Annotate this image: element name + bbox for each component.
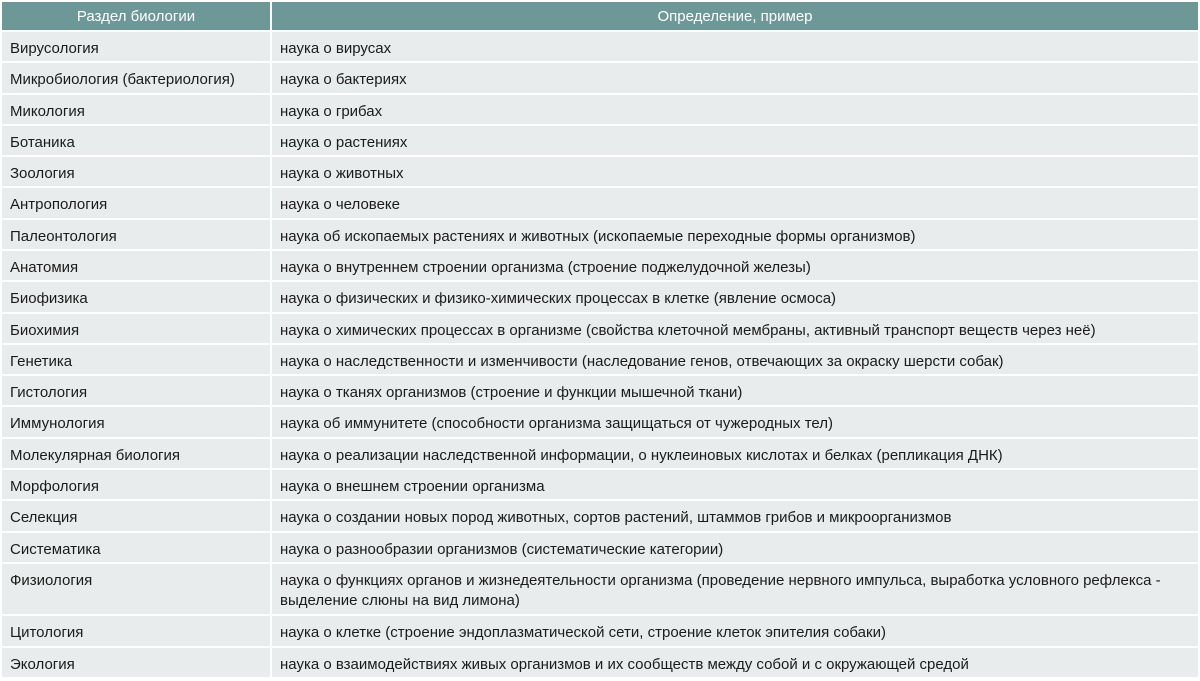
section-cell: Экология xyxy=(2,647,271,678)
definition-cell: наука о создании новых пород животных, сортов растений, штаммов грибов и микроорганизмов xyxy=(271,500,1198,531)
definition-cell: наука о животных xyxy=(271,156,1198,187)
definition-cell: наука о реализации наследственной информации, о нуклеиновых кислотах и белках (репликация ДНК) xyxy=(271,438,1198,469)
section-cell: Палеонтология xyxy=(2,219,271,250)
section-cell: Иммунология xyxy=(2,406,271,437)
section-cell: Систематика xyxy=(2,532,271,563)
table-row xyxy=(2,31,1198,62)
table-row xyxy=(2,615,1198,646)
definition-cell: наука о человеке xyxy=(271,187,1198,218)
table-row xyxy=(2,500,1198,531)
section-cell: Биофизика xyxy=(2,281,271,312)
definition-cell: наука о вирусах xyxy=(271,31,1198,62)
table-row xyxy=(2,219,1198,250)
section-cell: Микробиология (бактериология) xyxy=(2,62,271,93)
table-row xyxy=(2,94,1198,125)
section-cell: Зоология xyxy=(2,156,271,187)
definition-cell: наука о функциях органов и жизнедеятельности организма (проведение нервного импульса, выработка условного рефлекса - выделение слюны на вид лимона) xyxy=(271,563,1198,615)
definition-cell: наука о внешнем строении организма xyxy=(271,469,1198,500)
section-cell: Физиология xyxy=(2,563,271,615)
definition-cell: наука о взаимодействиях живых организмов и их сообществ между собой и с окружающей средой xyxy=(271,647,1198,678)
table-header-row xyxy=(2,2,1198,31)
section-cell: Селекция xyxy=(2,500,271,531)
section-cell: Вирусология xyxy=(2,31,271,62)
definition-cell: наука о внутреннем строении организма (строение поджелудочной железы) xyxy=(271,250,1198,281)
table-row xyxy=(2,469,1198,500)
header-definition: Определение, пример xyxy=(271,2,1198,31)
section-cell: Гистология xyxy=(2,375,271,406)
section-cell: Ботаника xyxy=(2,125,271,156)
table-row xyxy=(2,250,1198,281)
definition-cell: наука о химических процессах в организме (свойства клеточной мембраны, активный транспорт веществ через неё) xyxy=(271,313,1198,344)
table-row xyxy=(2,125,1198,156)
definition-cell: наука о грибах xyxy=(271,94,1198,125)
table-row xyxy=(2,156,1198,187)
header-section: Раздел биологии xyxy=(2,2,271,31)
section-cell: Биохимия xyxy=(2,313,271,344)
definition-cell: наука об иммунитете (способности организма защищаться от чужеродных тел) xyxy=(271,406,1198,437)
section-cell: Антропология xyxy=(2,187,271,218)
section-cell: Цитология xyxy=(2,615,271,646)
table-row xyxy=(2,281,1198,312)
table-row xyxy=(2,187,1198,218)
section-cell: Микология xyxy=(2,94,271,125)
table-row xyxy=(2,647,1198,678)
table-row xyxy=(2,375,1198,406)
biology-sections-table xyxy=(2,2,1198,679)
table-row xyxy=(2,563,1198,615)
definition-cell: наука о разнообразии организмов (систематические категории) xyxy=(271,532,1198,563)
table-row xyxy=(2,344,1198,375)
definition-cell: наука об ископаемых растениях и животных (ископаемые переходные формы организмов) xyxy=(271,219,1198,250)
section-cell: Анатомия xyxy=(2,250,271,281)
section-cell: Морфология xyxy=(2,469,271,500)
definition-cell: наука о клетке (строение эндоплазматической сети, строение клеток эпителия собаки) xyxy=(271,615,1198,646)
table-row xyxy=(2,438,1198,469)
definition-cell: наука о наследственности и изменчивости (наследование генов, отвечающих за окраску шерсти собак) xyxy=(271,344,1198,375)
definition-cell: наука о тканях организмов (строение и функции мышечной ткани) xyxy=(271,375,1198,406)
table-row xyxy=(2,406,1198,437)
table-row xyxy=(2,62,1198,93)
definition-cell: наука о физических и физико-химических процессах в клетке (явление осмоса) xyxy=(271,281,1198,312)
table-row xyxy=(2,532,1198,563)
section-cell: Генетика xyxy=(2,344,271,375)
section-cell: Молекулярная биология xyxy=(2,438,271,469)
definition-cell: наука о бактериях xyxy=(271,62,1198,93)
definition-cell: наука о растениях xyxy=(271,125,1198,156)
table-row xyxy=(2,313,1198,344)
